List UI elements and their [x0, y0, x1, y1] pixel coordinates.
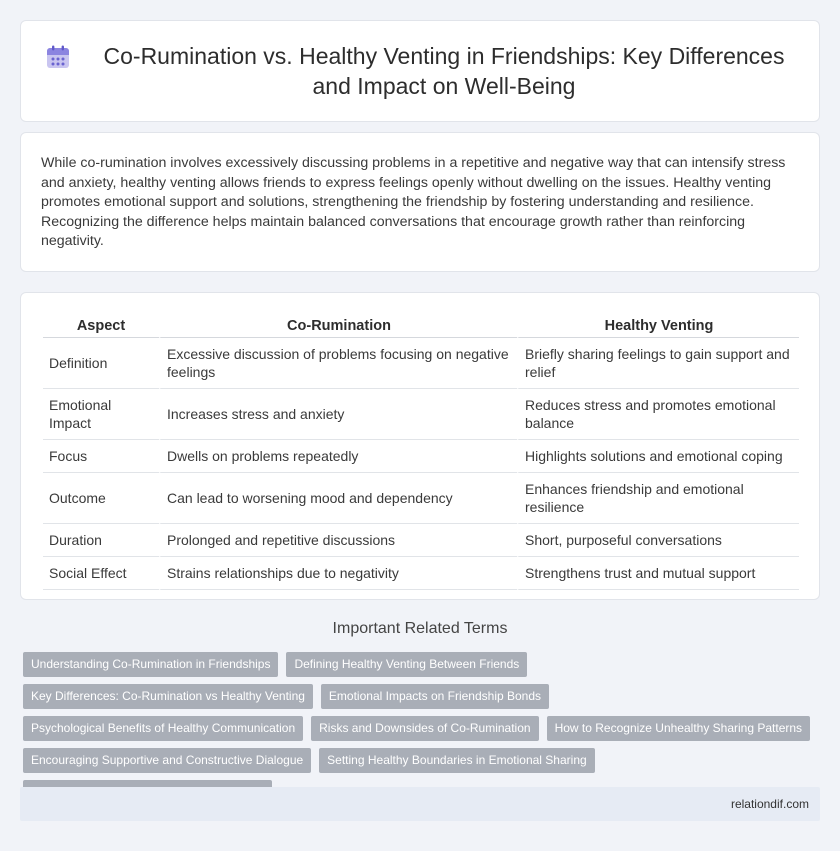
comparison-table — [43, 313, 799, 590]
related-term-link[interactable]: Risks and Downsides of Co-Rumination — [311, 716, 538, 741]
footer-site-link[interactable]: relationdif.com — [730, 797, 809, 811]
table-cell: Prolonged and repetitive discussions — [159, 524, 517, 557]
table-cell: Short, purposeful conversations — [517, 524, 799, 557]
table-cell: Duration — [43, 524, 159, 557]
table-cell: Social Effect — [43, 557, 159, 590]
header-aspect: Aspect — [43, 313, 159, 338]
related-term-link[interactable]: Defining Healthy Venting Between Friends — [286, 652, 527, 677]
table-cell: Strengthens trust and mutual support — [517, 557, 799, 590]
table-row — [43, 557, 799, 590]
header-healthy-venting: Healthy Venting — [517, 313, 799, 338]
related-term-link[interactable]: How to Recognize Unhealthy Sharing Patterns — [547, 716, 810, 741]
calendar-icon — [45, 44, 71, 70]
intro-card — [20, 132, 820, 272]
table-cell: Strains relationships due to negativity — [159, 557, 517, 590]
table-cell: Definition — [43, 338, 159, 389]
related-term-link[interactable]: Key Differences: Co-Rumination vs Healthy Venting — [23, 684, 313, 709]
table-cell: Focus — [43, 440, 159, 473]
related-term-link[interactable]: Setting Healthy Boundaries in Emotional Sharing — [319, 748, 595, 773]
table-cell: Can lead to worsening mood and dependency — [159, 473, 517, 524]
intro-paragraph: While co-rumination involves excessively discussing problems in a repetitive and negative way that can intensify stress and anxiety, healthy venting allows friends to express feelings openly without dwelling on the issues. Healthy venting promotes emotional support and solutions, strengthening the friendship by fostering understanding and resilience. Recognizing the difference helps maintain balanced conversations that encourage growth rather than reinforcing negativity. — [41, 155, 786, 249]
table-row — [43, 338, 799, 389]
header-card — [20, 20, 820, 122]
related-term-link[interactable]: Encouraging Supportive and Constructive Dialogue — [23, 748, 311, 773]
table-cell: Reduces stress and promotes emotional balance — [517, 389, 799, 440]
table-cell: Increases stress and anxiety — [159, 389, 517, 440]
table-header-row — [43, 313, 799, 338]
table-cell: Dwells on problems repeatedly — [159, 440, 517, 473]
related-terms-title: Important Related Terms — [332, 620, 508, 637]
table-row — [43, 440, 799, 473]
table-row — [43, 473, 799, 524]
table-cell: Emotional Impact — [43, 389, 159, 440]
table-cell: Excessive discussion of problems focusing on negative feelings — [159, 338, 517, 389]
table-cell: Enhances friendship and emotional resilience — [517, 473, 799, 524]
header-co-rumination: Co-Rumination — [159, 313, 517, 338]
table-row — [43, 524, 799, 557]
page-title: Co-Rumination vs. Healthy Venting in Friendships: Key Differences and Impact on Well-Being — [103, 43, 785, 99]
related-term-link[interactable]: Emotional Impacts on Friendship Bonds — [321, 684, 549, 709]
table-cell: Outcome — [43, 473, 159, 524]
footer-bar — [20, 787, 820, 821]
table-row — [43, 389, 799, 440]
comparison-table-card — [20, 292, 820, 600]
related-term-link[interactable]: Understanding Co-Rumination in Friendships — [23, 652, 278, 677]
table-cell: Highlights solutions and emotional coping — [517, 440, 799, 473]
related-term-link[interactable]: Psychological Benefits of Healthy Communication — [23, 716, 303, 741]
table-cell: Briefly sharing feelings to gain support and relief — [517, 338, 799, 389]
related-terms-list — [23, 652, 823, 805]
